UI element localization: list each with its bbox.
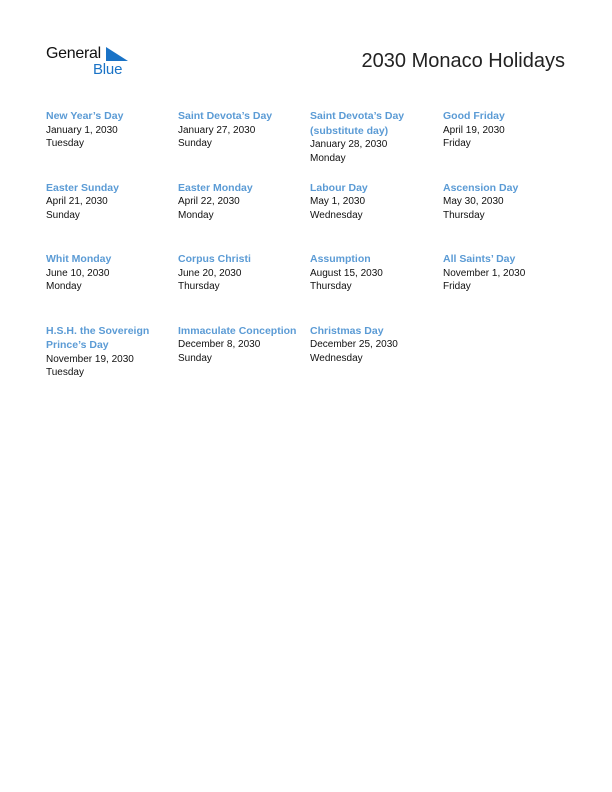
holiday-weekday: Friday bbox=[443, 281, 471, 293]
holiday-weekday: Sunday bbox=[178, 138, 212, 150]
logo-text-general: General bbox=[46, 45, 101, 62]
holiday-name: All Saints’ Day bbox=[443, 253, 516, 265]
holiday-weekday: Wednesday bbox=[310, 352, 363, 364]
holiday-item bbox=[178, 181, 310, 253]
holiday-weekday: Friday bbox=[443, 138, 471, 150]
holiday-name: Easter Monday bbox=[178, 181, 253, 194]
holiday-weekday: Thursday bbox=[310, 281, 352, 293]
holiday-date: June 20, 2030 bbox=[178, 267, 242, 279]
holiday-date: December 25, 2030 bbox=[310, 339, 398, 350]
holiday-name: Whit Monday bbox=[46, 253, 112, 265]
holiday-weekday: Monday bbox=[178, 209, 214, 221]
holiday-weekday: Sunday bbox=[46, 209, 80, 221]
page-title: 2030 Monaco Holidays bbox=[361, 50, 565, 72]
holiday-item bbox=[310, 181, 443, 253]
holiday-name: Saint Devota’s Day (substitute day) bbox=[310, 110, 405, 137]
holiday-name: Christmas Day bbox=[310, 324, 384, 337]
holiday-item bbox=[178, 324, 310, 396]
holiday-name: Easter Sunday bbox=[46, 181, 119, 194]
holiday-item bbox=[46, 109, 178, 181]
holiday-item bbox=[46, 324, 178, 396]
holiday-item bbox=[310, 324, 443, 396]
holiday-item bbox=[310, 252, 443, 324]
holiday-name: Assumption bbox=[310, 253, 371, 265]
holiday-item bbox=[310, 109, 443, 181]
holiday-date: November 1, 2030 bbox=[443, 267, 526, 279]
holiday-date: April 19, 2030 bbox=[443, 124, 505, 136]
holiday-weekday: Monday bbox=[310, 152, 346, 164]
holiday-name: Corpus Christi bbox=[178, 253, 251, 265]
holiday-name: Ascension Day bbox=[443, 181, 519, 194]
holiday-weekday: Thursday bbox=[178, 281, 220, 293]
holiday-date: January 1, 2030 bbox=[46, 124, 118, 136]
holiday-weekday: Thursday bbox=[443, 209, 485, 221]
holiday-date: November 19, 2030 bbox=[46, 353, 134, 365]
holiday-date: January 28, 2030 bbox=[310, 139, 388, 150]
holiday-weekday: Wednesday bbox=[310, 209, 363, 221]
holiday-date: April 22, 2030 bbox=[178, 196, 240, 207]
holiday-item bbox=[46, 181, 178, 253]
holiday-date: June 10, 2030 bbox=[46, 267, 110, 279]
holiday-weekday: Monday bbox=[46, 281, 82, 293]
holiday-date: May 1, 2030 bbox=[310, 196, 366, 207]
holiday-item bbox=[178, 252, 310, 324]
holiday-item bbox=[46, 252, 178, 324]
holiday-name: H.S.H. the Sovereign Prince’s Day bbox=[46, 324, 150, 351]
holiday-date: August 15, 2030 bbox=[310, 267, 383, 279]
logo-triangle-icon bbox=[106, 47, 128, 61]
holiday-date: April 21, 2030 bbox=[46, 196, 108, 207]
holiday-weekday: Tuesday bbox=[46, 367, 84, 379]
holiday-weekday: Tuesday bbox=[46, 138, 84, 150]
holiday-date: January 27, 2030 bbox=[178, 124, 256, 136]
holiday-name: Good Friday bbox=[443, 110, 505, 122]
holiday-name: New Year’s Day bbox=[46, 110, 124, 122]
holiday-name: Immaculate Conception bbox=[178, 324, 297, 337]
holiday-name: Labour Day bbox=[310, 181, 368, 194]
holiday-date: December 8, 2030 bbox=[178, 339, 261, 350]
holiday-item bbox=[178, 109, 310, 181]
generalblue-logo bbox=[46, 44, 130, 78]
holiday-date: May 30, 2030 bbox=[443, 196, 504, 207]
holiday-name: Saint Devota’s Day bbox=[178, 110, 273, 122]
holiday-weekday: Sunday bbox=[178, 352, 212, 364]
holiday-item bbox=[443, 181, 576, 253]
logo-text-blue: Blue bbox=[93, 61, 123, 78]
holiday-grid bbox=[46, 109, 576, 395]
holiday-item bbox=[443, 252, 576, 324]
holiday-item bbox=[443, 109, 576, 181]
